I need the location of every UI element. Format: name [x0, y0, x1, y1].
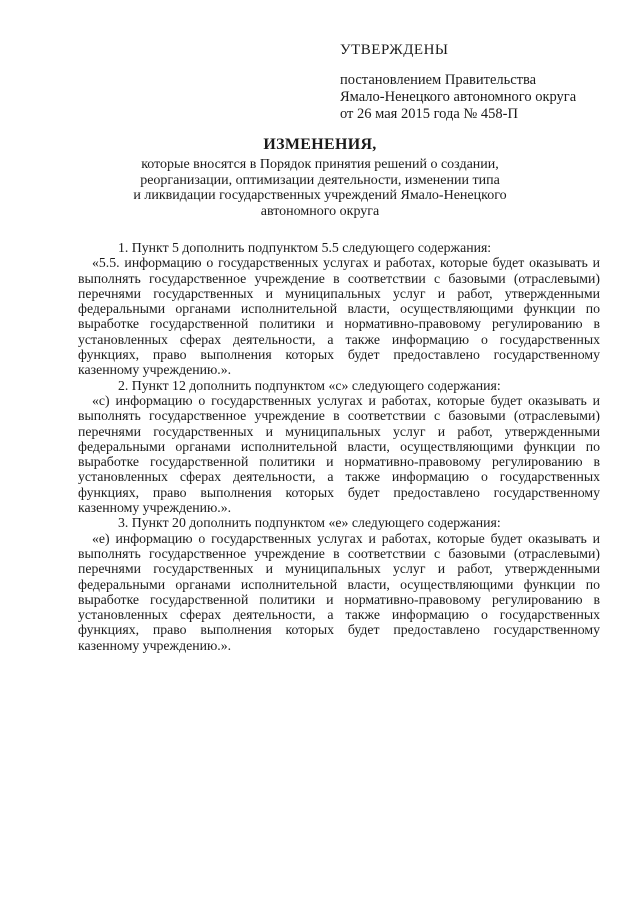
approval-heading: УТВЕРЖДЕНЫ: [340, 42, 449, 58]
subtitle-line: и ликвидации государственных учреждений Ямало-Ненецкого: [133, 188, 507, 203]
subtitle-line: которые вносятся в Порядок принятия решений о создании,: [141, 157, 499, 172]
approval-block: [340, 42, 610, 123]
amendment-point: 3. Пункт 20 дополнить подпунктом «е» следующего содержания:: [118, 515, 501, 531]
subtitle-line: реорганизации, оптимизации деятельности, изменении типа: [140, 172, 500, 188]
document-title: ИЗМЕНЕНИЯ,: [263, 136, 377, 153]
approval-line: постановлением Правительства: [340, 72, 537, 88]
amendment-point: 1. Пункт 5 дополнить подпунктом 5.5 следующего содержания:: [118, 240, 492, 255]
document-subtitle: [130, 157, 510, 219]
subtitle-line: автономного округа: [260, 203, 380, 219]
document-body: [78, 240, 600, 653]
amendment-text: «с) информацию о государственных услугах и работах, которые будет оказывать и выполнять государственное учреждение в соответствии с базовыми (отраслевыми) перечнями государственных и муниципальных услуг и работ, утвержденными федеральными органами исполнительной власти, осуществляющими функции по выработке государственной политики и нормативно-правовому регулированию в установленных сферах деятельности, а также информацию о государственных функциях, право выполнения которых будет предоставлено государственному казенному учреждению.».: [78, 392, 600, 516]
approval-line: Ямало-Ненецкого автономного округа: [340, 89, 577, 105]
amendment-text: «е) информацию о государственных услугах и работах, которые будет оказывать и выполнять государственное учреждение в соответствии с базовыми (отраслевыми) перечнями государственных и муниципальных услуг и работ, утвержденными федеральными органами исполнительной власти, осуществляющими функции по выработке государственной политики и нормативно-правовому регулированию в установленных сферах деятельности, а также информацию о государственных функциях, право выполнения которых будет предоставлено государственному казенному учреждению.».: [78, 530, 600, 653]
amendment-point: 2. Пункт 12 дополнить подпунктом «с» следующего содержания:: [118, 377, 501, 393]
amendment-text: «5.5. информацию о государственных услугах и работах, которые будет оказывать и выполнять государственное учреждение в соответствии с базовыми (отраслевыми) перечнями государственных и муниципальных услуг и работ, утвержденными федеральными органами исполнительной власти, осуществляющими функции по выработке государственной политики и нормативно-правовому регулированию в установленных сферах деятельности, а также информацию о государственных функциях, право выполнения которых будет предоставлено государственному казенному учреждению.».: [78, 255, 600, 378]
approval-line: от 26 мая 2015 года № 458-П: [340, 106, 518, 122]
